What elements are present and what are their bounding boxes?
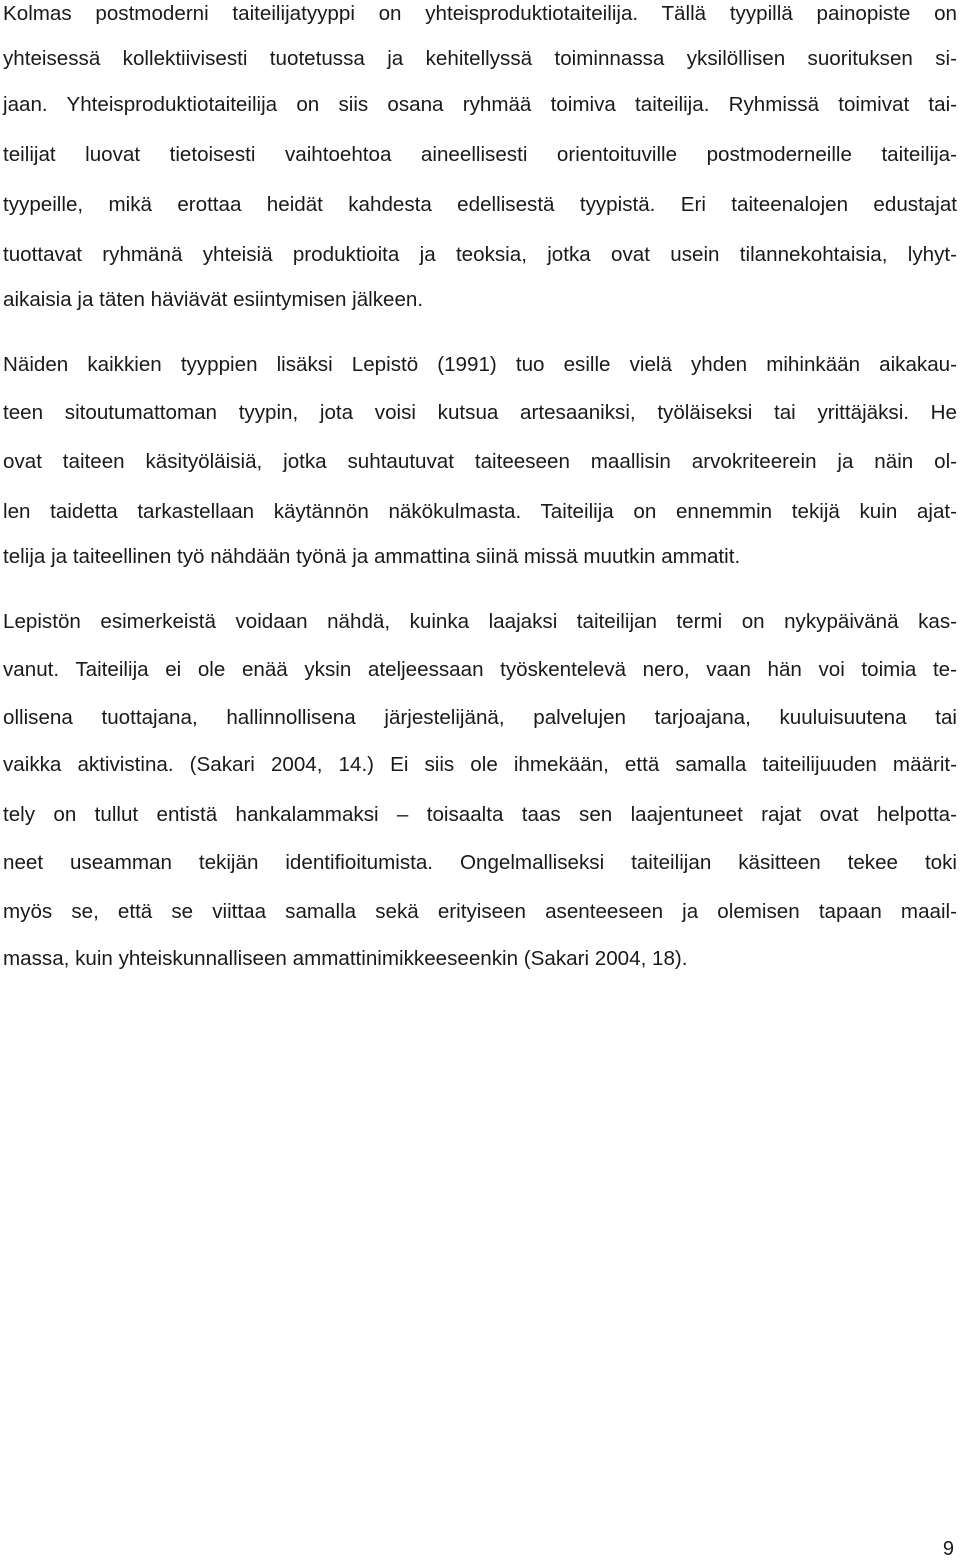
text-line: tuottavat ryhmänä yhteisiä produktioita ja teoksia, jotka ovat usein tilannekohtaisia, lyhyt-: [3, 243, 957, 266]
text-line: Kolmas postmoderni taiteilijatyyppi on yhteisproduktiotaiteilija. Tällä tyypillä painopiste on: [3, 2, 957, 25]
text-line: vaikka aktivistina. (Sakari 2004, 14.) Ei siis ole ihmekään, että samalla taiteilijuuden määrit-: [3, 753, 957, 776]
text-line: aikaisia ja täten häviävät esiintymisen jälkeen.: [3, 288, 424, 311]
text-line: massa, kuin yhteiskunnalliseen ammattinimikkeeseenkin (Sakari 2004, 18).: [3, 947, 688, 970]
text-line: teen sitoutumattoman tyypin, jota voisi kutsua artesaaniksi, työläiseksi tai yrittäjäksi. He: [3, 401, 957, 424]
text-line: tely on tullut entistä hankalammaksi – toisaalta taas sen laajentuneet rajat ovat helpotta-: [3, 803, 957, 826]
text-line: ovat taiteen käsityöläisiä, jotka suhtautuvat taiteeseen maallisin arvokriteerein ja näin ol-: [3, 450, 957, 473]
text-line: vanut. Taiteilija ei ole enää yksin ateljeessaan työskentelevä nero, vaan hän voi toimia te-: [3, 658, 957, 681]
text-line: yhteisessä kollektiivisesti tuotetussa ja kehitellyssä toiminnassa yksilöllisen suorituksen si-: [3, 47, 957, 70]
text-line: tyypeille, mikä erottaa heidät kahdesta edellisestä tyypistä. Eri taiteenalojen edustajat: [3, 193, 957, 216]
text-line: telija ja taiteellinen työ nähdään työnä ja ammattina siinä missä muutkin ammatit.: [3, 545, 741, 568]
text-line: Lepistön esimerkeistä voidaan nähdä, kuinka laajaksi taiteilijan termi on nykypäivänä kas-: [3, 610, 957, 633]
text-line: teilijat luovat tietoisesti vaihtoehtoa aineellisesti orientoituville postmoderneille taiteilija-: [3, 143, 957, 166]
text-line: Näiden kaikkien tyyppien lisäksi Lepistö (1991) tuo esille vielä yhden mihinkään aikakau-: [3, 353, 957, 376]
page-number: 9: [942, 1538, 954, 1560]
text-line: len taidetta tarkastellaan käytännön näkökulmasta. Taiteilija on ennemmin tekijä kuin ajat-: [3, 500, 957, 523]
text-line: myös se, että se viittaa samalla sekä erityiseen asenteeseen ja olemisen tapaan maail-: [3, 900, 957, 923]
text-line: jaan. Yhteisproduktiotaiteilija on siis osana ryhmää toimiva taiteilija. Ryhmissä toimivat tai-: [3, 93, 957, 116]
text-line: neet useamman tekijän identifioitumista. Ongelmalliseksi taiteilijan käsitteen tekee toki: [3, 851, 957, 874]
text-line: ollisena tuottajana, hallinnollisena järjestelijänä, palvelujen tarjoajana, kuuluisuutena tai: [3, 706, 957, 729]
